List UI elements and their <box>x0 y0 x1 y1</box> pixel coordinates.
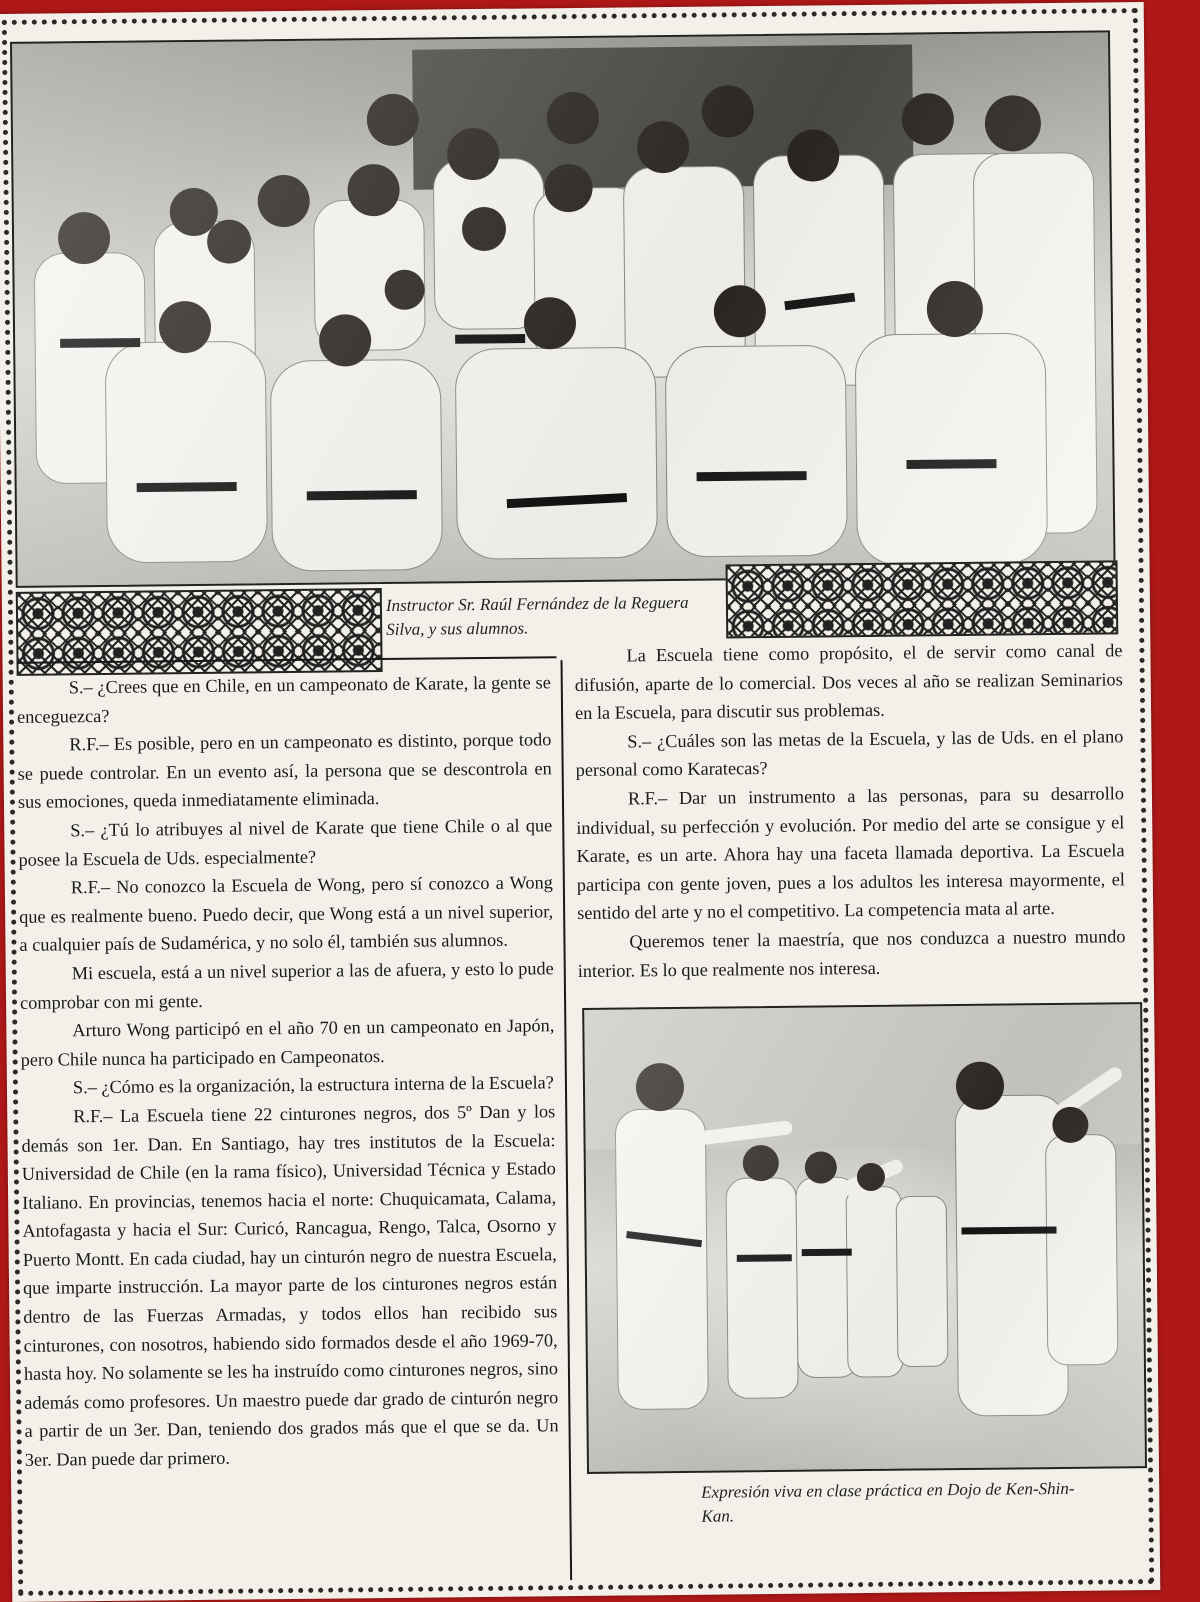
top-photo-caption: Instructor Sr. Raúl Fernández de la Reguera Silva, y sus alumnos. <box>385 592 689 639</box>
paragraph: La Escuela tiene como propósito, el de servir como canal de difusión, aparte de lo comercial. Dos veces al año se realizan Seminarios en la Escuela, para discutir sus problemas. <box>574 640 1123 724</box>
practice-photo <box>582 1002 1147 1474</box>
paragraph: R.F.– Dar un instrumento a las personas, para su desarrollo individual, su perfección y evolución. Por medio del arte se consigue y el Karate, es un arte. Ahora hay una faceta llamada deportiva. La Escuela participa con gente joven, pues a los adultos les interesa mayormente, el sentido del arte y no el competitivo. La competencia mata al arte. <box>576 783 1125 924</box>
paragraph: Arturo Wong participó en el año 70 en un campeonato en Japón, pero Chile nunca ha participado en Campeonatos. <box>20 1015 555 1070</box>
paragraph: R.F.– La Escuela tiene 22 cinturones negros, dos 5º Dan y los demás son 1er. Dan. En Santiago, hay tres institutos de la Escuela: Universidad de Chile (en la rama físico), Universidad Técnica y Estado Italiano. En provincias, tenemos hacia el norte: Chuquicamata, Calama, Antofagasta y hacia el Sur: Curicó, Rancagua, Rengo, Talca, Osorno y Puerto Montt. En cada ciudad, hay un cinturón negro de nuestra Escuela, que imparte instrucción. La mayor parte de los cinturones negros están dentro de las Fuerzas Armadas, y todos ellos han recibido sus cinturones, con nosotros, habiendo sido formados desde el año 1969-70, hasta hoy. No solamente se les ha instruído como cinturones negros, sino además como profesores. Un maestro puede dar grado de cinturón negro a partir de un 3er. Dan, teniendo dos grados más que el que se da. Un 3er. Dan puede dar primero. <box>21 1101 559 1470</box>
bottom-photo-caption: Expresión viva en clase práctica en Dojo de Ken-Shin-Kan. <box>701 1478 1075 1526</box>
paragraph: Queremos tener la maestría, que nos conduzca a nuestro mundo interior. Es lo que realmente nos interesa. <box>577 926 1126 981</box>
decorative-ornament-right <box>726 560 1119 638</box>
group-photo <box>10 30 1116 587</box>
left-column <box>17 668 559 1474</box>
column-divider <box>561 660 573 1580</box>
paragraph: S.– ¿Tú lo atribuyes al nivel de Karate que tiene Chile o al que posee la Escuela de Uds. especialmente? <box>18 815 553 870</box>
paragraph: S.– ¿Cómo es la organización, la estructura interna de la Escuela? <box>72 1072 554 1098</box>
paragraph: R.F.– No conozco la Escuela de Wong, pero sí conozco a Wong que es realmente bueno. Puedo decir, que Wong está a un nivel superior, a cualquier país de Sudamérica, y no solo él, también sus alumnos. <box>19 872 554 956</box>
right-column <box>574 636 1126 985</box>
practice-photo-figures <box>584 1004 1145 1472</box>
paragraph: R.F.– Es posible, pero en un campeonato es distinto, porque todo se puede controlar. En un evento así, la persona que se descontrola en sus emociones, queda inmediatamente eliminada. <box>17 729 552 813</box>
paragraph: S.– ¿Cuáles son las metas de la Escuela, y las de Uds. en el plano personal como Karatecas? <box>575 726 1124 781</box>
paragraph: S.– ¿Crees que en Chile, en un campeonato de Karate, la gente se enceguezca? <box>16 672 551 727</box>
paragraph: Mi escuela, está a un nivel superior a las de afuera, y esto lo pude comprobar con mi gente. <box>19 958 554 1013</box>
group-photo-figures <box>12 32 1114 585</box>
newspaper-clipping <box>0 2 1160 1602</box>
